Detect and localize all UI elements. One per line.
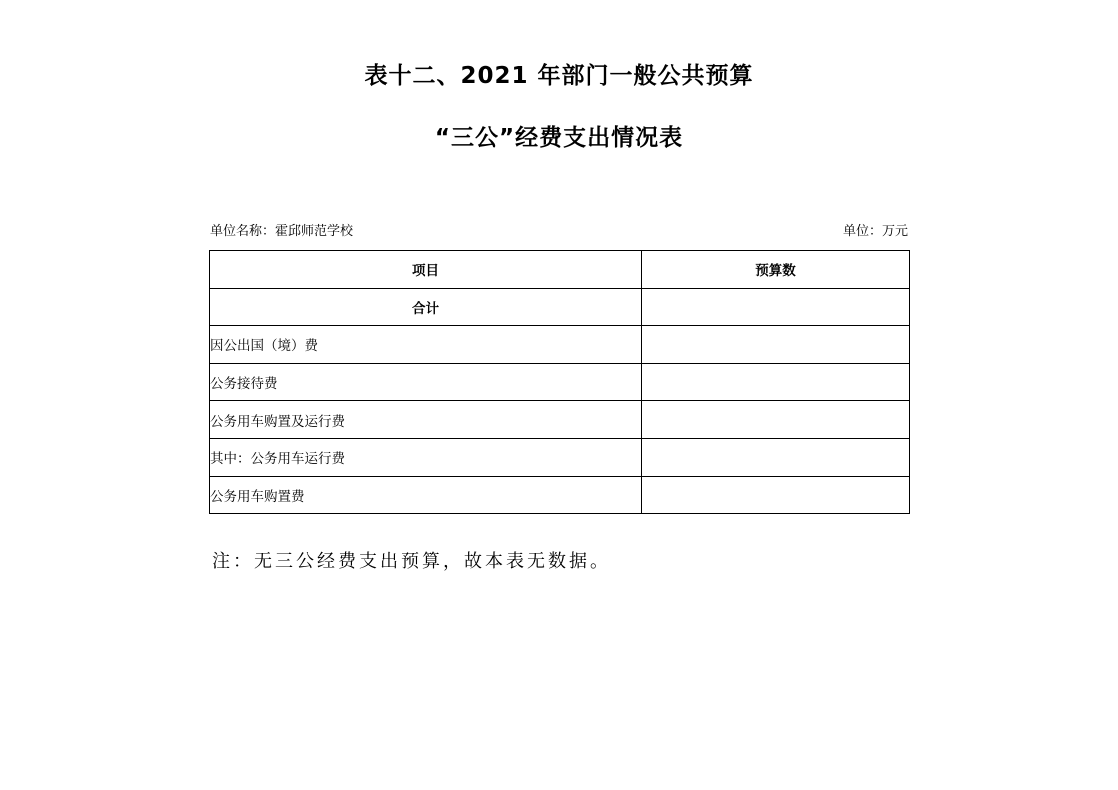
table-row-total	[210, 288, 910, 326]
row-label-vehicle-purchase: 公务用车购置费	[210, 476, 642, 514]
row-label-overseas: 因公出国（境）费	[210, 326, 642, 364]
table-row	[210, 326, 910, 364]
total-value	[642, 288, 910, 326]
row-label-vehicle-total: 公务用车购置及运行费	[210, 401, 642, 439]
row-value-vehicle-purchase	[642, 476, 910, 514]
column-header-item: 项目	[210, 251, 642, 289]
unit-name-label: 单位名称：霍邱师范学校	[210, 224, 354, 239]
row-label-vehicle-operation: 其中：公务用车运行费	[210, 438, 642, 476]
table-row	[210, 438, 910, 476]
budget-table	[209, 250, 910, 514]
total-label: 合计	[210, 288, 642, 326]
page-subtitle: “三公”经费支出情况表	[434, 125, 684, 151]
page-title: 表十二、2021 年部门一般公共预算	[364, 63, 754, 89]
table-row	[210, 363, 910, 401]
table-row	[210, 476, 910, 514]
table-row	[210, 401, 910, 439]
row-value-reception	[642, 363, 910, 401]
row-label-reception: 公务接待费	[210, 363, 642, 401]
row-value-vehicle-operation	[642, 438, 910, 476]
row-value-overseas	[642, 326, 910, 364]
column-header-budget: 预算数	[642, 251, 910, 289]
unit-label: 单位：万元	[842, 224, 908, 239]
footnote: 注：无三公经费支出预算，故本表无数据。	[212, 551, 611, 572]
row-value-vehicle-total	[642, 401, 910, 439]
table-header-row	[210, 251, 910, 289]
